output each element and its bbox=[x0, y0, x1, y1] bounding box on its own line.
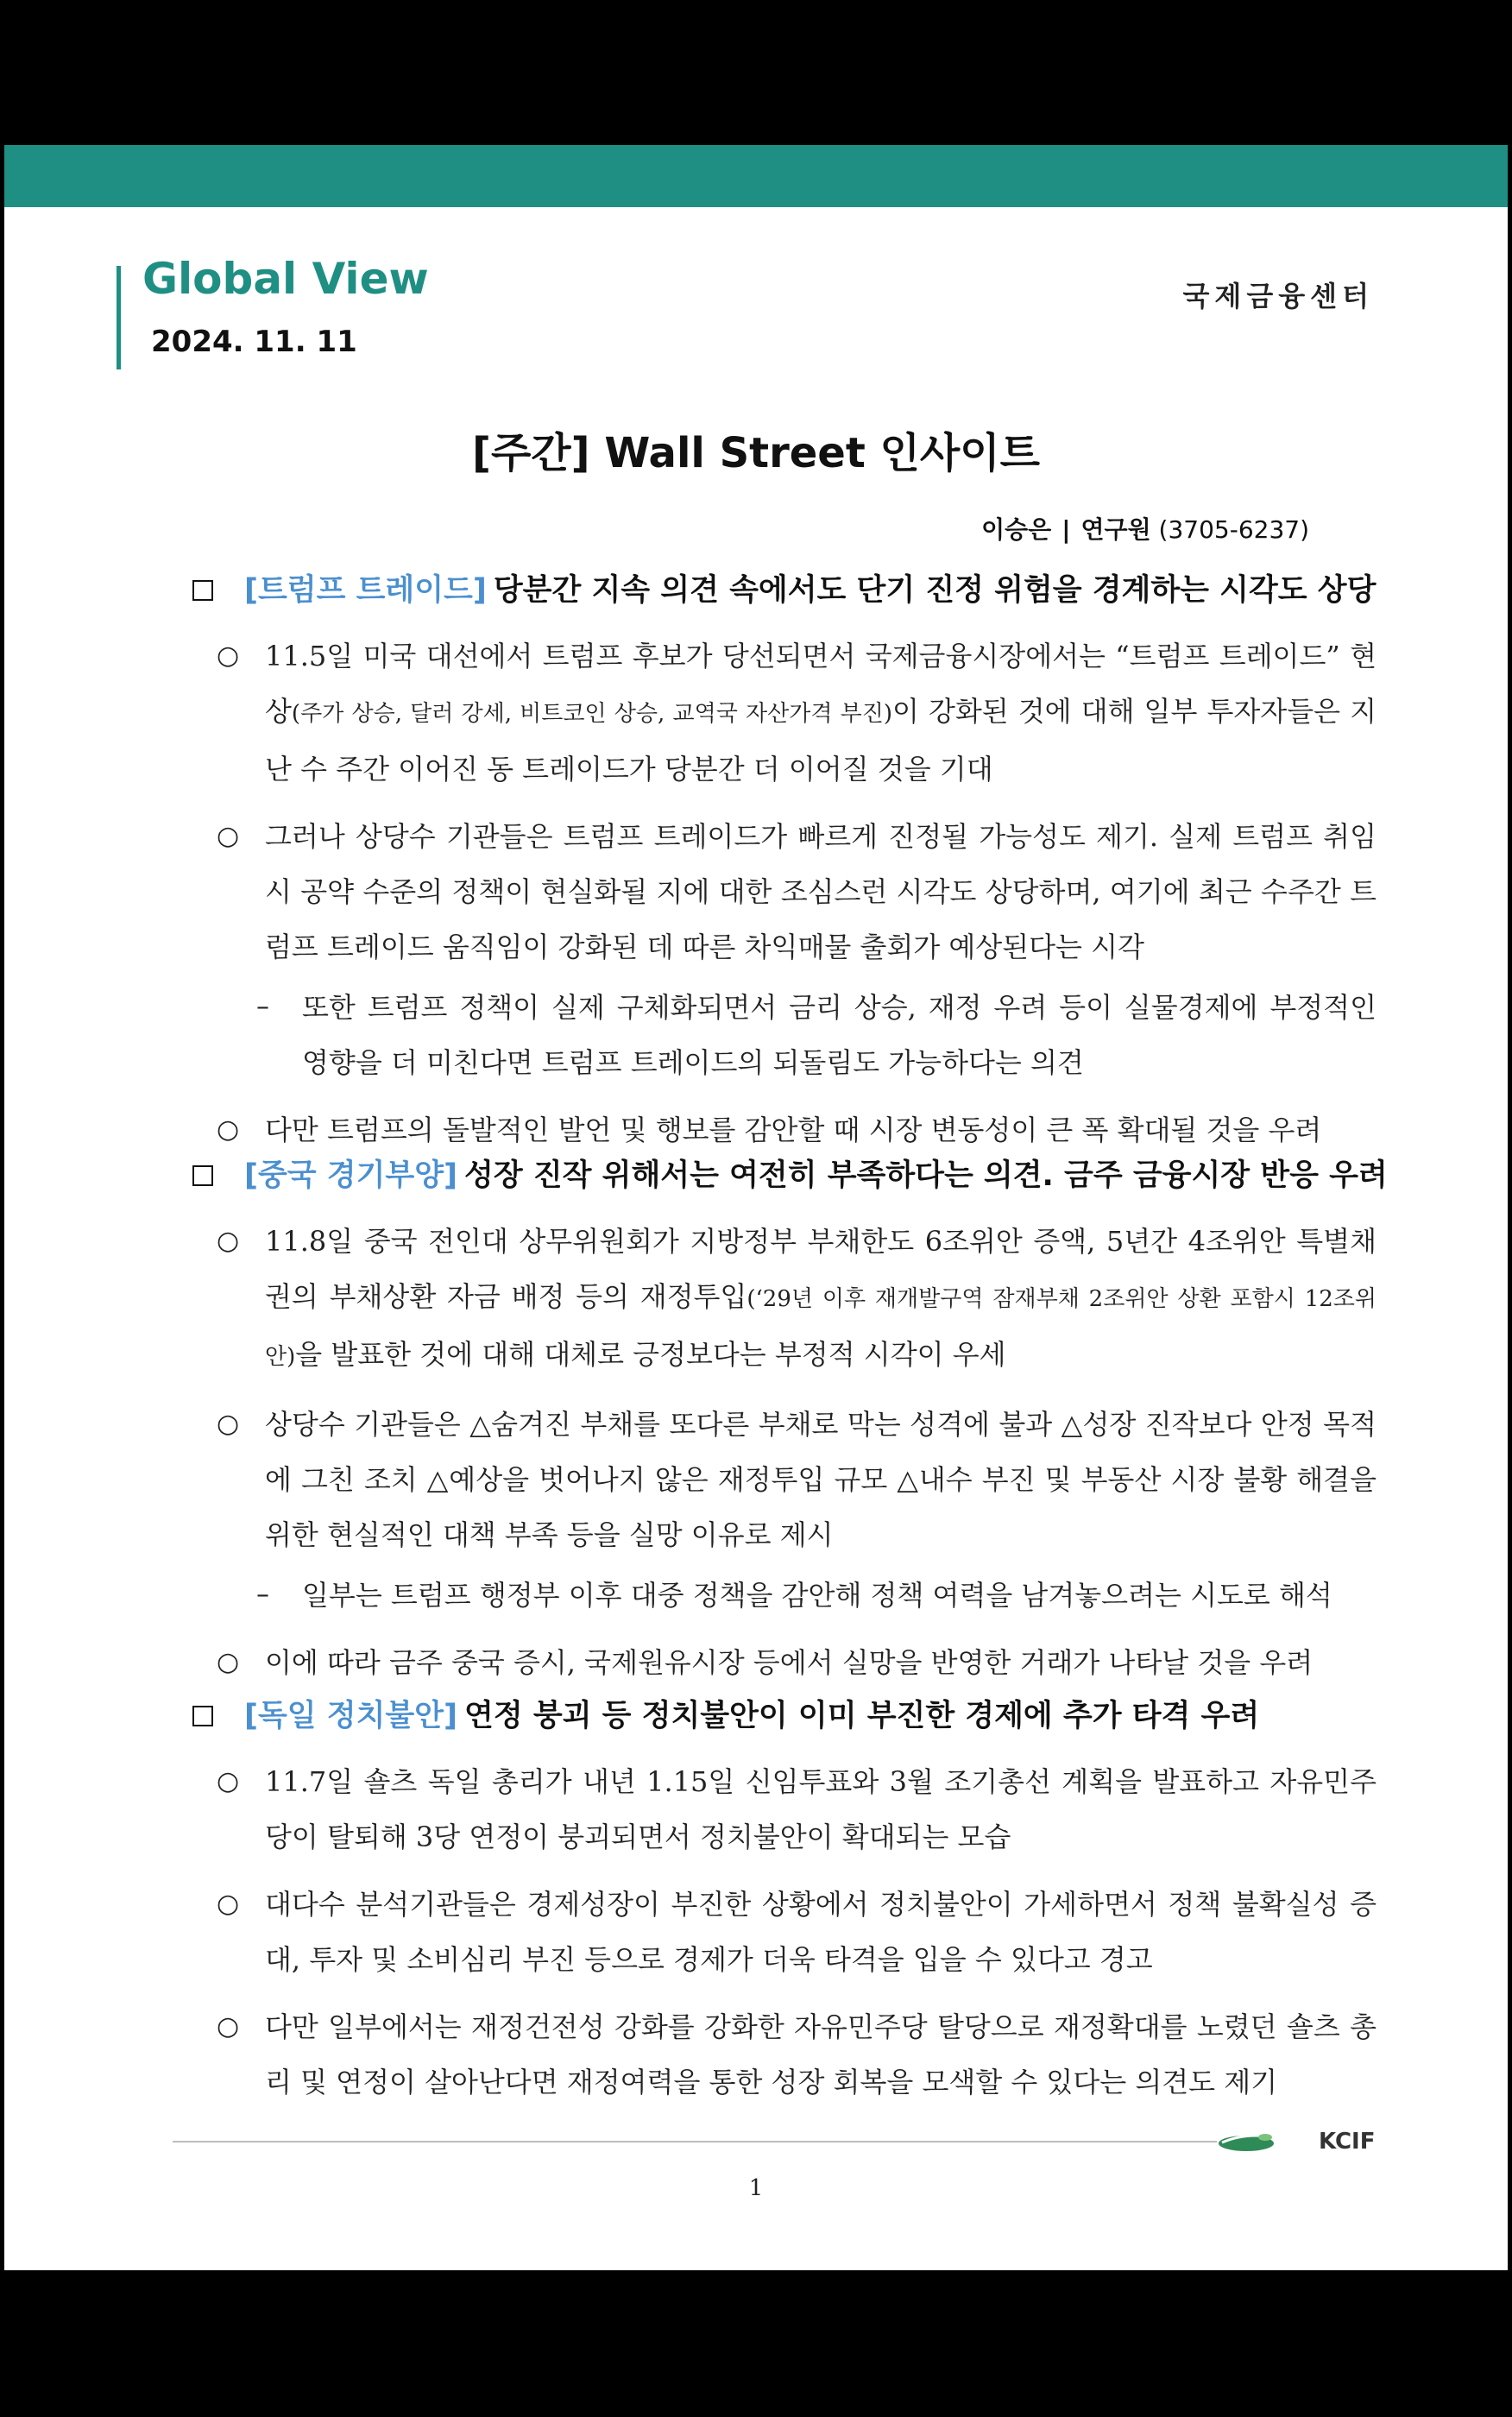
bullet-item bbox=[186, 1877, 1377, 1987]
bullet-item bbox=[186, 1214, 1377, 1385]
circle-bullet-icon: ○ bbox=[217, 2011, 240, 2042]
organization-name: 국제금융센터 bbox=[1182, 280, 1374, 312]
bullet-text: 11.7일 숄츠 독일 총리가 내년 1.15일 신임투표와 3월 조기총선 계획을 발표하고 자유민주당이 탈퇴해 3당 연정이 붕괴되면서 정치불안이 확대되는 모습 bbox=[265, 1765, 1377, 1853]
bullet-item bbox=[186, 1397, 1377, 1562]
bullet-item bbox=[186, 1635, 1377, 1690]
bullet-text: 대다수 분석기관들은 경제성장이 부진한 상황에서 정치불안이 가세하면서 정책 불확실성 증대, 투자 및 소비심리 부진 등으로 경제가 더욱 타격을 입을 수 있다고 경고 bbox=[265, 1888, 1377, 1976]
header-band bbox=[4, 145, 1508, 207]
footer-divider bbox=[173, 2141, 1217, 2142]
circle-bullet-icon: ○ bbox=[217, 1647, 240, 1677]
report-date: 2024. 11. 11 bbox=[151, 325, 357, 359]
author-phone: (3705-6237) bbox=[1158, 515, 1309, 544]
bullet-text: 다만 일부에서는 재정건전성 강화를 강화한 자유민주당 탈당으로 재정확대를 노렸던 숄츠 총리 및 연정이 살아난다면 재정여력을 통한 성장 회복을 모색할 수 있다는 의견도 제기 bbox=[265, 2010, 1377, 2098]
section-china-stimulus bbox=[186, 1153, 1388, 1690]
bullet-text: 다만 트럼프의 돌발적인 발언 및 행보를 감안할 때 시장 변동성이 큰 폭 확대될 것을 우려 bbox=[265, 1114, 1322, 1146]
section-tag: [트럼프 트레이드] bbox=[244, 573, 487, 608]
circle-bullet-icon: ○ bbox=[217, 641, 240, 671]
bullet-item bbox=[186, 1754, 1377, 1865]
sub-bullet-text: 일부는 트럼프 행정부 이후 대중 정책을 감안해 정책 여력을 남겨놓으려는 시도로 해석 bbox=[302, 1579, 1332, 1612]
section-heading bbox=[186, 1694, 1377, 1739]
section-tag: [독일 정치불안] bbox=[244, 1699, 458, 1733]
dash-bullet-icon: – bbox=[256, 992, 269, 1022]
brand-title: Global View bbox=[142, 254, 429, 304]
section-title: 성장 진작 위해서는 여전히 부족하다는 의견. 금주 금융시장 반응 우려 bbox=[464, 1158, 1388, 1193]
bullet-text: 이에 따라 금주 중국 증시, 국제원유시장 등에서 실망을 반영한 거래가 나타날 것을 우려 bbox=[265, 1646, 1314, 1679]
checkbox-square-icon bbox=[192, 580, 213, 601]
bullet-note: (‘29년 이후 재개발구역 잠재부채 2조위안 상환 포함시 12조위안) bbox=[265, 1286, 1377, 1370]
footer-brand: KCIF bbox=[1319, 2129, 1376, 2155]
bullet-item bbox=[186, 809, 1377, 975]
bullet-note: (주가 상승, 달러 강세, 비트코인 상승, 교역국 자산가격 부진) bbox=[291, 701, 892, 727]
section-heading bbox=[186, 568, 1377, 613]
section-heading bbox=[186, 1153, 1388, 1198]
author-role: 연구원 bbox=[1080, 515, 1151, 544]
bullet-item bbox=[186, 1102, 1377, 1158]
section-trump-trade bbox=[186, 568, 1377, 1158]
checkbox-square-icon bbox=[192, 1706, 213, 1726]
bullet-text: 11.8일 중국 전인대 상무위원회가 지방정부 부채한도 6조위안 증액, 5년간 4조위안 특별채권의 부채상환 자금 배정 등의 재정투입 bbox=[265, 1225, 1377, 1313]
dash-bullet-icon: – bbox=[256, 1580, 269, 1610]
bullet-text: 이 강화된 것에 대해 일부 투자자들은 지난 수 주간 이어진 동 트레이드가 당분간 더 이어질 것을 기대 bbox=[265, 695, 1377, 786]
circle-bullet-icon: ○ bbox=[217, 1766, 240, 1796]
section-tag: [중국 경기부양] bbox=[244, 1158, 458, 1193]
document-page bbox=[4, 145, 1508, 2270]
author-name: 이승은 bbox=[981, 515, 1052, 544]
bullet-item bbox=[186, 628, 1377, 797]
author-line bbox=[981, 511, 1309, 546]
checkbox-square-icon bbox=[192, 1165, 213, 1186]
author-separator: | bbox=[1062, 515, 1071, 544]
bullet-text: 을 발표한 것에 대해 대체로 긍정보다는 부정적 시각이 우세 bbox=[295, 1338, 1006, 1371]
circle-bullet-icon: ○ bbox=[217, 821, 240, 851]
bullet-text: 11.5일 미국 대선에서 트럼프 후보가 당선되면서 국제금융시장에서는 “트럼프 트레이드” 현상 bbox=[265, 640, 1377, 728]
bullet-text: 그러나 상당수 기관들은 트럼프 트레이드가 빠르게 진정될 가능성도 제기. 실제 트럼프 취임시 공약 수준의 정책이 현실화될 지에 대한 조심스런 시각도 상당하며, 여기에 최근 수주간 트럼프 트레이드 움직임이 강화된 데 따른 차익매물 출회가 예상된다는 시각 bbox=[265, 820, 1377, 963]
page-number: 1 bbox=[748, 2175, 764, 2201]
bullet-text: 상당수 기관들은 △숨겨진 부채를 또다른 부채로 막는 성격에 불과 △성장 진작보다 안정 목적에 그친 조치 △예상을 벗어나지 않은 재정투입 규모 △내수 부진 및 부동산 시장 불황 해결을 위한 현실적인 대책 부족 등을 실망 이유로 제시 bbox=[265, 1408, 1377, 1551]
kcif-logo-icon bbox=[1217, 2130, 1277, 2153]
circle-bullet-icon: ○ bbox=[217, 1226, 240, 1256]
sub-bullet-item bbox=[186, 980, 1377, 1090]
sub-bullet-item bbox=[186, 1568, 1377, 1623]
circle-bullet-icon: ○ bbox=[217, 1409, 240, 1439]
sub-bullet-text: 또한 트럼프 정책이 실제 구체화되면서 금리 상승, 재정 우려 등이 실물경제에 부정적인 영향을 더 미친다면 트럼프 트레이드의 되돌림도 가능하다는 의견 bbox=[302, 991, 1377, 1079]
bullet-item bbox=[186, 1999, 1377, 2110]
circle-bullet-icon: ○ bbox=[217, 1114, 240, 1145]
circle-bullet-icon: ○ bbox=[217, 1889, 240, 1919]
section-title: 당분간 지속 의견 속에서도 단기 진정 위험을 경계하는 시각도 상당 bbox=[493, 573, 1377, 608]
document-title: [주간] Wall Street 인사이트 bbox=[472, 429, 1040, 477]
section-germany-politics bbox=[186, 1694, 1377, 2110]
section-title: 연정 붕괴 등 정치불안이 이미 부진한 경제에 추가 타격 우려 bbox=[464, 1699, 1260, 1733]
brand-accent-bar bbox=[117, 266, 121, 369]
